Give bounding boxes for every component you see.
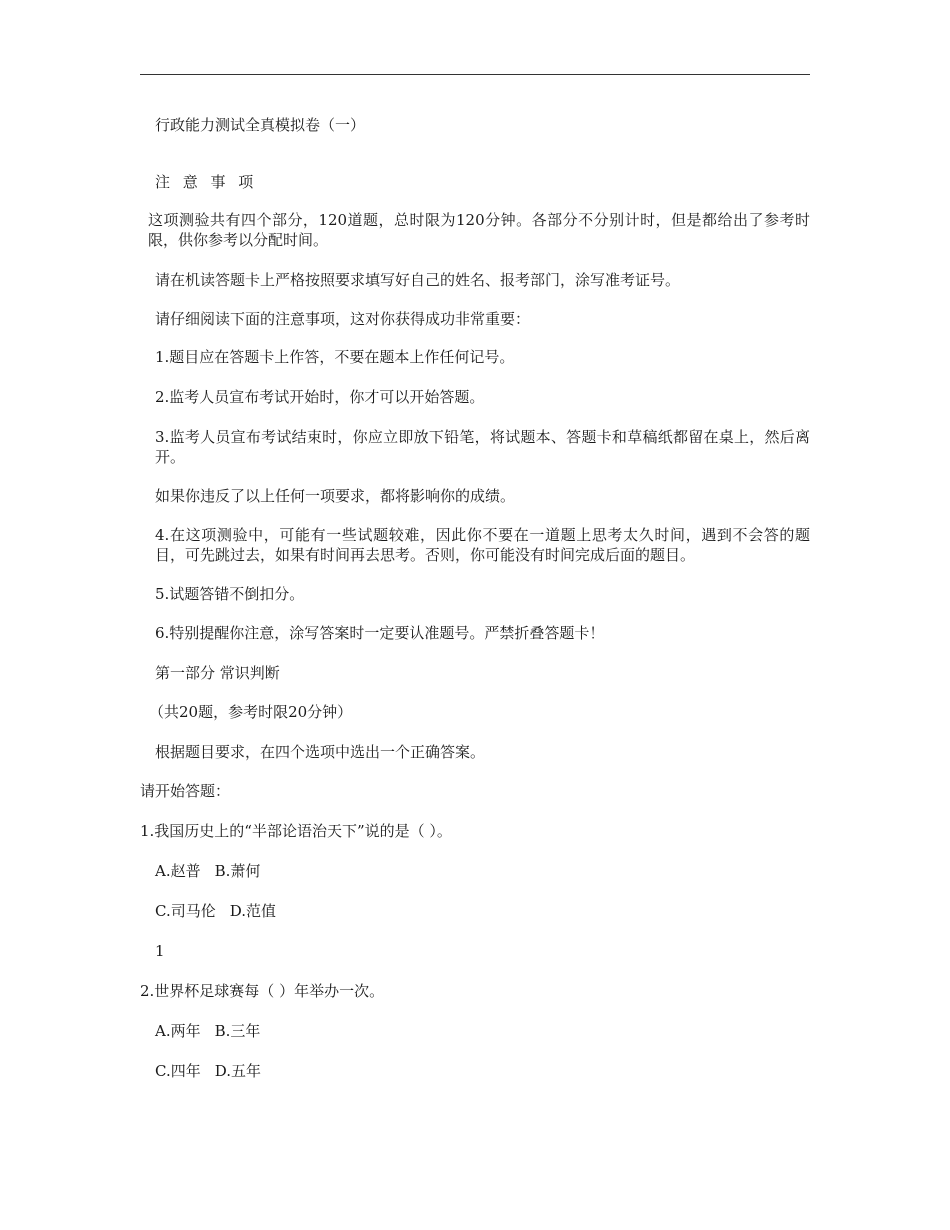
rule-3: 3.监考人员宣布考试结束时，你应立即放下铅笔，将试题本、答题卡和草稿纸都留在桌上，然后离开。 bbox=[155, 428, 810, 466]
question-1-option-b: B.萧何 bbox=[214, 862, 261, 880]
violation-warning: 如果你违反了以上任何一项要求，都将影响你的成绩。 bbox=[155, 487, 516, 505]
fill-card-instruction: 请在机读答题卡上严格按照要求填写好自己的姓名、报考部门，涂写准考证号。 bbox=[155, 271, 681, 289]
question-2-option-b: B.三年 bbox=[214, 1022, 261, 1040]
question-2-stem: 2.世界杯足球赛每（ ）年举办一次。 bbox=[140, 982, 385, 1000]
question-1-answer-mark: 1 bbox=[155, 942, 165, 960]
start-prompt: 请开始答题： bbox=[140, 782, 231, 800]
question-2-option-a: A.两年 bbox=[155, 1022, 201, 1040]
part1-info: （共20题，参考时限20分钟） bbox=[149, 703, 353, 721]
header-rule bbox=[140, 74, 810, 75]
question-2-option-c: C.四年 bbox=[155, 1062, 201, 1080]
question-1-options-row-1 bbox=[140, 861, 810, 881]
intro-paragraph: 这项测验共有四个部分，120道题，总时限为120分钟。各部分不分别计时，但是都给出了参考时限，供你参考以分配时间。 bbox=[148, 211, 810, 249]
question-2-option-d: D.五年 bbox=[214, 1062, 261, 1080]
rule-6: 6.特别提醒你注意，涂写答案时一定要认准题号。严禁折叠答题卡！ bbox=[155, 624, 605, 642]
rule-5: 5.试题答错不倒扣分。 bbox=[155, 585, 305, 603]
question-1-option-c: C.司马伦 bbox=[155, 902, 216, 920]
question-2-options-row-2 bbox=[140, 1061, 810, 1081]
part1-title: 第一部分 常识判断 bbox=[155, 664, 280, 682]
question-1-options-row-2 bbox=[140, 901, 810, 921]
question-1-option-d: D.范值 bbox=[229, 902, 276, 920]
document-title: 行政能力测试全真模拟卷（一） bbox=[155, 116, 366, 134]
question-1-stem: 1.我国历史上的“半部论语治天下”说的是（ ）。 bbox=[140, 822, 452, 840]
question-2-options-row-1 bbox=[140, 1021, 810, 1041]
rule-1: 1.题目应在答题卡上作答，不要在题本上作任何记号。 bbox=[155, 348, 515, 366]
notice-heading: 注 意 事 项 bbox=[155, 173, 258, 191]
rule-4: 4.在这项测验中，可能有一些试题较难，因此你不要在一道题上思考太久时间，遇到不会答的题目，可先跳过去，如果有时间再去思考。否则，你可能没有时间完成后面的题目。 bbox=[155, 526, 810, 564]
read-notes-instruction: 请仔细阅读下面的注意事项，这对你获得成功非常重要： bbox=[155, 310, 531, 328]
question-1-option-a: A.赵普 bbox=[155, 862, 201, 880]
part1-instruction: 根据题目要求，在四个选项中选出一个正确答案。 bbox=[155, 743, 486, 761]
rule-2: 2.监考人员宣布考试开始时，你才可以开始答题。 bbox=[155, 388, 485, 406]
